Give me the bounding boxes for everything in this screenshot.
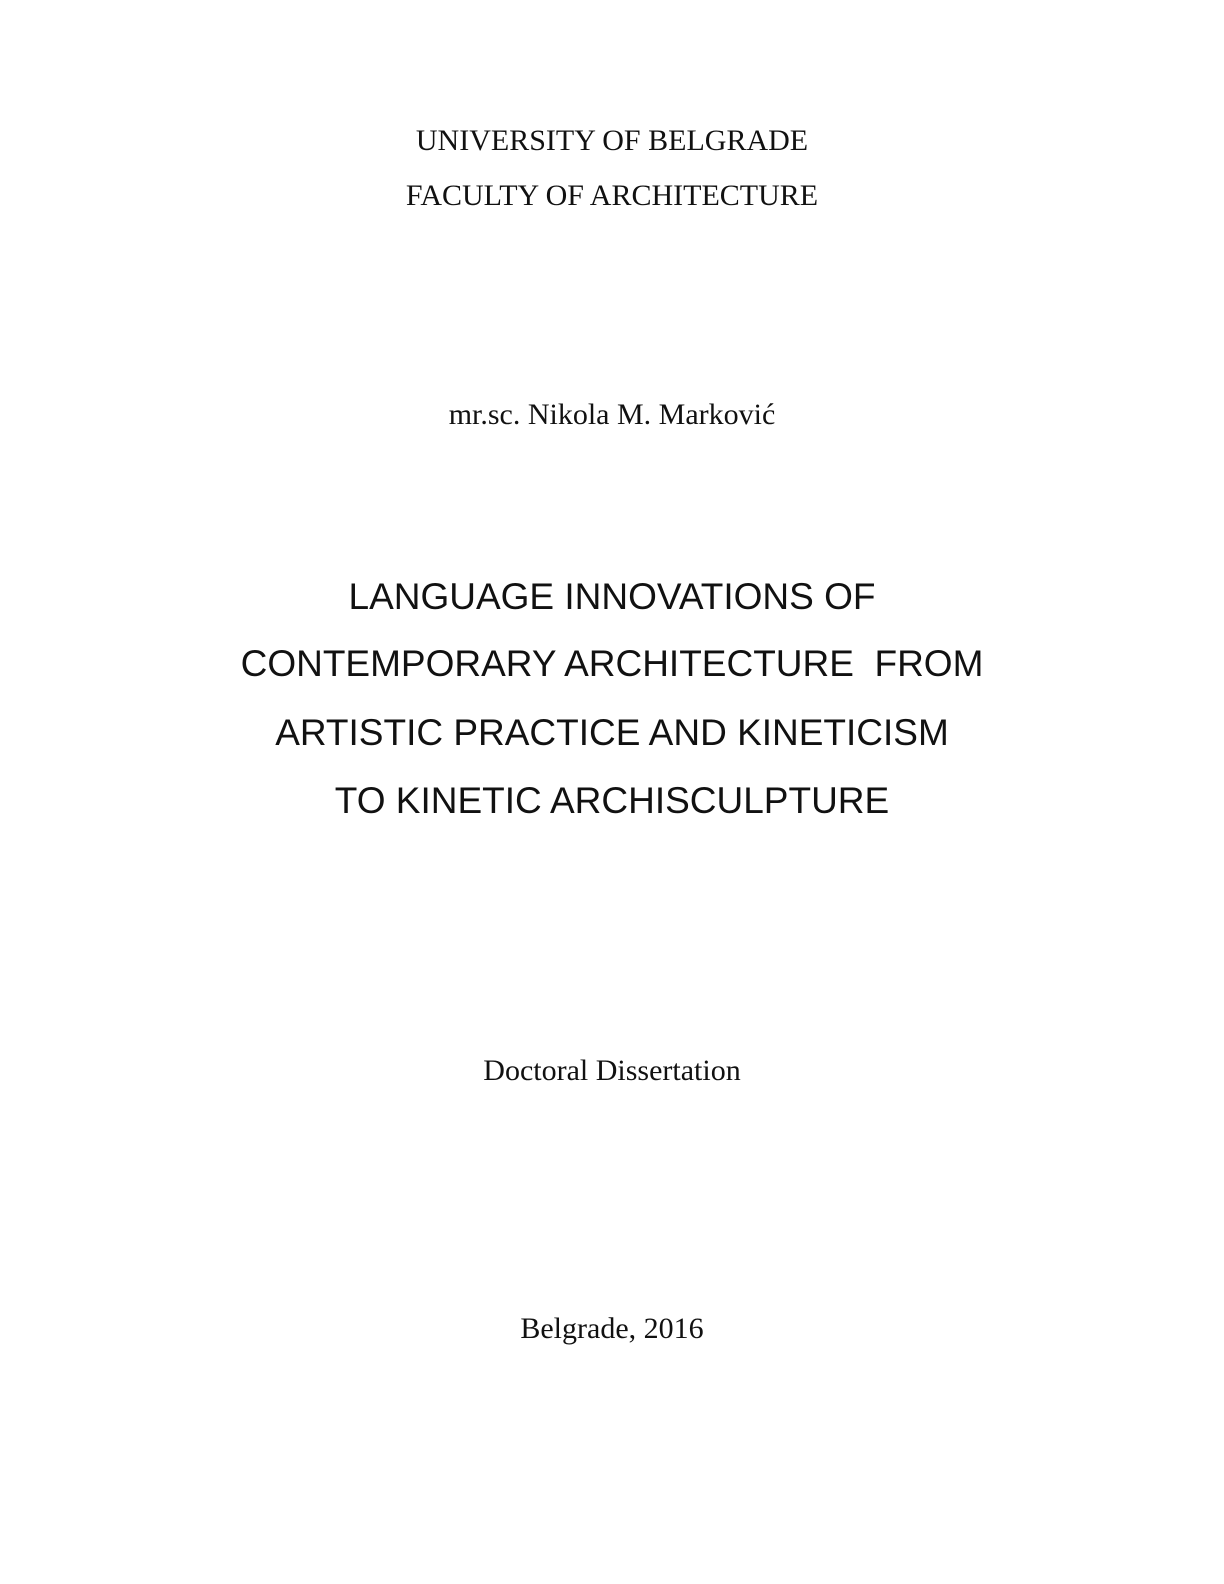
faculty-name: FACULTY OF ARCHITECTURE bbox=[405, 179, 819, 212]
document-type: Doctoral Dissertation bbox=[483, 1054, 741, 1087]
author-name: mr.sc. Nikola M. Marković bbox=[448, 398, 776, 431]
place-and-date: Belgrade, 2016 bbox=[520, 1312, 704, 1345]
university-name: UNIVERSITY OF BELGRADE bbox=[415, 124, 809, 157]
title-line-1: LANGUAGE INNOVATIONS OF bbox=[348, 576, 876, 617]
title-line-3: ARTISTIC PRACTICE AND KINETICISM bbox=[275, 712, 949, 753]
title-line-2: CONTEMPORARY ARCHITECTURE FROM bbox=[240, 643, 984, 684]
title-line-4: TO KINETIC ARCHISCULPTURE bbox=[334, 780, 890, 821]
